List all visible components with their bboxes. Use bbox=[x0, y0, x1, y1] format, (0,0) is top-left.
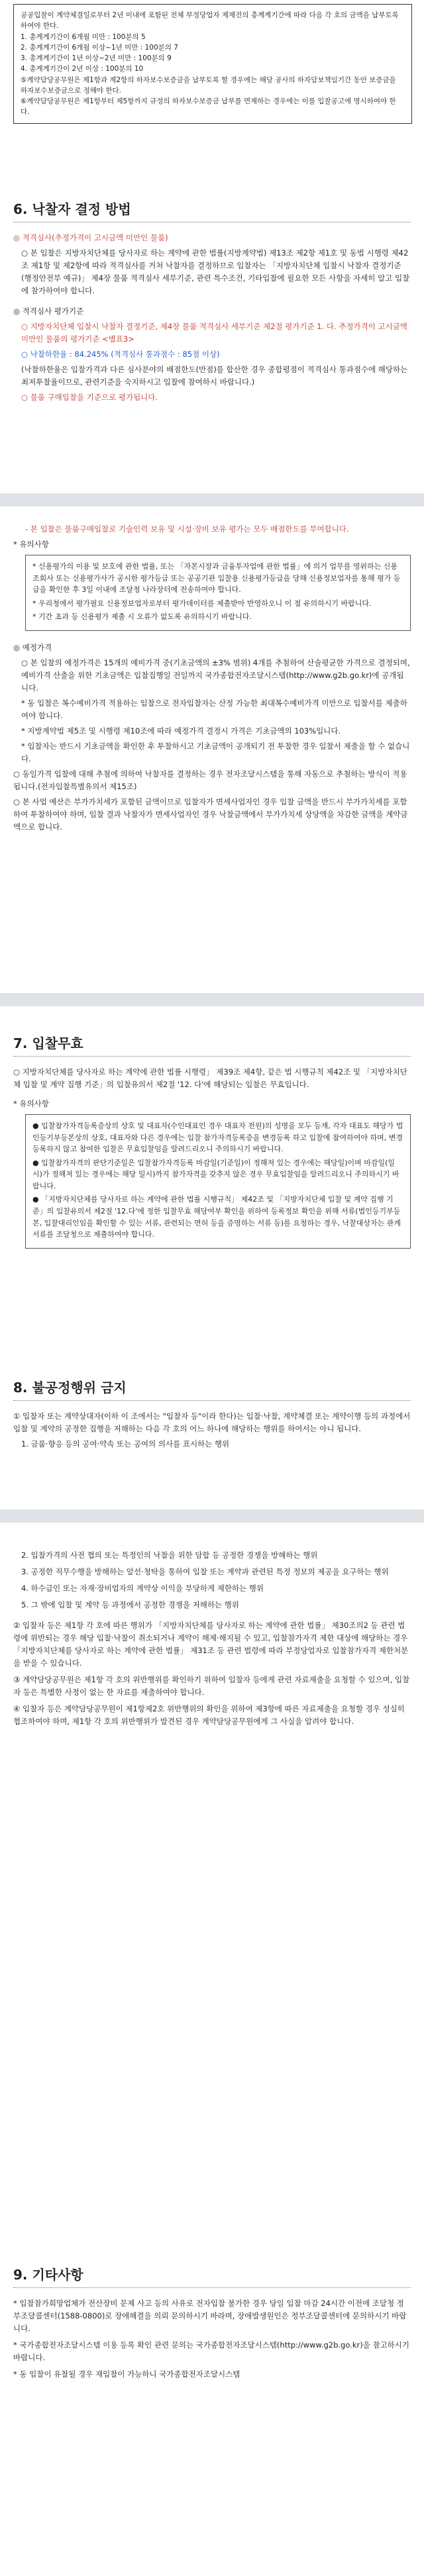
paragraph: ○ 본 입찰은 지방자치단체를 당사자로 하는 계약에 관한 법률(지방계약법) 제13조 제2항 제1호 및 동법 시행령 제42조 제1항 및 제2항에 따라 적격심사를 거쳐 낙찰자를 결정하므로 입찰자는 「지방자치단체 입찰시 낙찰자 결정기준(행정안전부 예규)」 제4장 물품 적격심사 세부기준, 관련 특수조건, 기타입찰에 필요한 모든 사항을 자세히 알고 입찰에 참가하여야 합니다. bbox=[21, 248, 410, 295]
page-separator bbox=[0, 993, 424, 1006]
list-item: 2. 입찰가격의 사전 협의 또는 특정인의 낙찰을 위한 담합 등 공정한 경쟁을 방해하는 행위 bbox=[21, 1550, 318, 1560]
subheading: ◎ 적격심사 평가기준 bbox=[13, 306, 84, 316]
section-7 bbox=[13, 1033, 411, 1253]
list-item: * 국가종합전자조달시스템 이용 등록 확인 관련 문의는 국가종합전자조달시스템(http://www.g2b.go.kr)을 참고하시기 바랍니다. bbox=[13, 2340, 410, 2362]
note-line: ● 입찰참가자격등록증상의 상호 및 대표자(수인대표인 경우 대표자 전원)의 성명을 모두 등재, 각자 대표도 해당가 법인등기부등본상의 상호, 대표자와 다른 경우에는 입찰 참가자격등록증을 변경등록 하고 입찰에 참여하여야 하며, 변경등록하지 않고 참여한 입찰은 무효입찰임을 알려드리오니 주의하시기 바랍니다. bbox=[32, 1121, 403, 1154]
divider bbox=[13, 1400, 411, 1401]
penalty-line: 공공입찰이 계약체결일로부터 2년 이내에 포함된 전체 부정당업자 제재건의 총계계기간에 따라 다음 각 호의 금액을 납부토록 하여야 한다. bbox=[21, 11, 399, 30]
section-title: 8. 불공정행위 금지 bbox=[13, 1380, 127, 1396]
paragraph: ① 입찰자 또는 계약상대자(이하 이 조에서는 "입찰자 등"이라 한다)는 입찰·낙찰, 계약체결 또는 계약이행 등의 과정에서 입찰 및 계약의 공정한 집행을 저해하는 다음 각 호의 어느 하나에 해당하는 행위를 하여서는 아니 됩니다. bbox=[13, 1411, 411, 1433]
note-box bbox=[25, 1114, 411, 1249]
section-9 bbox=[13, 2264, 411, 2385]
divider bbox=[13, 2287, 411, 2288]
paragraph: * 동 입찰은 복수예비가격 적용하는 입찰으로 전자입찰자는 산정 가능한 최대복수예비가격 미만으로 입찰서를 제출하여야 합니다. bbox=[21, 698, 407, 720]
divider bbox=[13, 1056, 411, 1057]
paragraph: ○ 본 사업 예산은 부가가치세가 포함된 금액이므로 입찰자가 면세사업자인 경우 입찰 금액을 반드시 부가가치세를 포함하여 투찰하여야 하며, 입찰 결과 낙찰자가 면세사업자인 경우 낙찰금액에서 부가가치세 상당액을 차감한 금액을 계약금액으로 합니다. bbox=[13, 796, 408, 832]
list-item: * 동 입찰이 유찰될 경우 재입찰이 가능하니 국가종합전자조달시스템 bbox=[13, 2369, 240, 2379]
note-line: * 기간 초과 등 신용평가 제출 시 오류가 없도록 유의하시기 바랍니다. bbox=[32, 612, 252, 622]
list-item: 3. 공정한 직무수행을 방해하는 알선·청탁을 통하여 입찰 또는 계약과 관련된 특정 정보의 제공을 요구하는 행위 bbox=[21, 1566, 389, 1576]
page-separator bbox=[0, 493, 424, 506]
list-item: * 입찰참가희망업체가 전산장비 문제 사고 등의 사유로 전자입찰 불가한 경우 당일 입찰 마감 24시간 이전에 조달청 정부조달콜센터(1588-0800)로 장애해결을 의뢰 문의하시기 바라며, 장애발생원인은 정부조달콜센터에 문의하시기 바랍니다. bbox=[13, 2299, 407, 2333]
section-8 bbox=[13, 1377, 411, 1453]
note-line: * 우리청에서 평가필요 신용정보업자로부터 평가데이터를 제출받아 반영하오니 이 점 유의하시기 바랍니다. bbox=[32, 598, 372, 608]
paragraph: ○ 물품 구매입찰을 기준으로 평가됩니다. bbox=[21, 392, 158, 402]
page-separator bbox=[0, 1509, 424, 1523]
list-item: 5. 그 밖에 입찰 및 계약 등 과정에서 공정한 경쟁을 저해하는 행위 bbox=[21, 1599, 239, 1609]
penalty-line: 2. 총계계기간이 6개월 이상~1년 미만 : 100분의 7 bbox=[21, 43, 178, 52]
note-line: ● 「지방자치단체를 당사자로 하는 계약에 관한 법률 시행규칙」 제42조 및 「지방자치단체 입찰 및 계약 집행 기준」의 입찰유의서 제2절 '12.다'에 정한 입찰무효 해당여부 확인을 위하여 등록정보 확인을 위해 서류(법인등기부등본, 입찰대리인임을 확인할 수 있는 서류, 관련되는 면허 등을 증명하는 서류 등)를 요청하는 경우, 낙찰대상자는 관계서류를 조달청으로 제출하여야 합니다. bbox=[32, 1195, 401, 1239]
paragraph: * 지방계약법 제5조 및 시행령 제10조에 따라 예정가격 결정시 가격은 기초금액의 103%입니다. bbox=[21, 726, 341, 736]
note-line: * 신용평가의 이용 및 보호에 관한 법률, 또는 「자본시장과 금융투자업에 관한 법률」에 의거 업무를 영위하는 신용조회사 또는 신용평가사가 공시한 평가등급 또는 공공기관 입찰용 신용평가등급을 당해 신용정보업자를 통해 평가 등급을 확인한 후 3일 이내에 조달청 나라장터에 전송하여야 합니다. bbox=[32, 561, 401, 595]
paragraph: ③ 계약담당공무원은 제1항 각 호의 위반행위를 확인하기 위하여 입찰자 등에게 관련 자료제출을 요청할 수 있으며, 입찰자 등은 특별한 사정이 없는 한 자료를 제출하여야 합니다. bbox=[13, 1674, 410, 1697]
penalty-box bbox=[13, 4, 412, 124]
paragraph: ○ 지방자치단체를 당사자로 하는 계약에 관한 법률 시행령」 제39조 제4항, 같은 법 시행규칙 제42조 및 「지방자치단체 입찰 및 계약 집행 기준」의 입찰유의서 제2절 '12. 다'에 해당되는 입찰은 무효입니다. bbox=[13, 1067, 407, 1089]
paragraph: ○ 본 입찰의 예정가격은 15개의 예비가격 중(기초금액의 ±3% 범위) 4개를 추첨하여 산술평균한 가격으로 결정되며, 예비가격 산출을 위한 기초금액은 입찰집행일 전일까지 국가종합전자조달시스템(http://www.g2b.go.kr)에 공개됩니다. bbox=[21, 657, 410, 692]
paragraph: (낙찰하한율은 입찰가격과 다른 심사분야의 배점한도(만점)를 합산한 경우 종합평점이 적격심사 통과점수에 해당하는 최저투찰율이므로, 관련기준을 숙지하시고 입찰에 참여하시 바랍니다.) bbox=[21, 364, 408, 387]
penalty-line: ⑥계약담당공무원은 제1항부터 제5항까지 규정의 하자보수보증금 납부를 면제하는 경우에는 이를 입찰공고에 명시하여야 한다. bbox=[21, 97, 396, 117]
list-item: 4. 하수급인 또는 자재·장비업자의 계약상 이익을 부당하게 제한하는 행위 bbox=[21, 1583, 264, 1593]
section-title: 7. 입찰무효 bbox=[13, 1035, 83, 1051]
note-line: ● 입찰참가자격의 판단기준일은 입찰참가자격등록 마감일(기준일)이 정해져 있는 경우에는 해당일)이며 마감일(일시)가 정해져 있는 경우에는 해당 일시)까지 참가자격을 갖추지 않은 경우 무효입찰임을 알려드리오니 주의하시기 바랍니다. bbox=[32, 1158, 399, 1190]
paragraph: ○ 동일가격 입찰에 대해 추첨에 의하여 낙찰자를 결정하는 경우 전자조달시스템을 통해 자동으로 추첨하는 방식이 적용됩니다.(전자입찰특별유의서 제15조) bbox=[13, 769, 407, 791]
paragraph: * 입찰자는 반드시 기초금액을 확인한 후 투찰하시고 기초금액이 공개되기 전 투찰한 경우 입찰서 제출을 할 수 없습니다. bbox=[21, 741, 410, 763]
subheading: ◎ 적격심사(추정가격이 고시금액 미만인 물품) bbox=[13, 233, 168, 242]
note-box bbox=[25, 555, 411, 631]
section-title: 9. 기타사항 bbox=[13, 2267, 83, 2283]
penalty-line: 3. 총계계기간이 1년 이상~2년 미만 : 100분의 9 bbox=[21, 54, 172, 63]
section-title: 6. 낙찰자 결정 방법 bbox=[13, 201, 131, 217]
note-title: * 유의사항 bbox=[13, 1098, 49, 1108]
note-title: * 유의사항 bbox=[13, 539, 49, 549]
paragraph: ④ 입찰자 등은 계약담당공무원이 제1항제2호 위반행위의 확인을 위하여 제3항에 따른 자료제출을 요청할 경우 성실히 협조하여야 하며, 제1항 각 호의 위반행위가 발견된 경우 계약담당공무원에게 그 사실을 알려야 합니다. bbox=[13, 1703, 405, 1726]
penalty-line: 4. 총계계기간이 2년 이상 : 100분의 10 bbox=[21, 65, 144, 73]
penalty-line: 1. 총계계기간이 6개월 미만 : 100분의 5 bbox=[21, 32, 146, 41]
paragraph: 1. 금품·향응 등의 공여·약속 또는 공여의 의사를 표시하는 행위 bbox=[21, 1439, 230, 1449]
paragraph: ○ 낙찰하한율 : 84.245% (적격심사 통과점수 : 85점 이상) bbox=[21, 349, 220, 359]
paragraph: ② 입찰자 등은 제1항 각 호에 따른 행위가 「지방자치단체를 당사자로 하는 계약에 관한 법률」 제30조의2 등 관련 법령에 위반되는 경우 해당 입찰·낙찰이 취소되거나 계약이 해제·해지될 수 있고, 입찰참가자격 제한 대상에 해당하는 경우 「지방자치단체를 당사자로 하는 계약에 관한 법률」 제31조 등 관련 법령에 따라 부정당업자로 입찰참가자격 제한처분을 받을 수 있습니다. bbox=[13, 1620, 409, 1668]
section-8-cont bbox=[13, 1549, 411, 1732]
penalty-line: ⑤계약담당공무원은 제1항과 제2항의 하자보수보증금을 납부토록 할 경우에는 해당 공사의 하자담보책임기간 동안 보증금을 하자보수보증금으로 정해야 한다. bbox=[21, 75, 396, 95]
subheading: ◎ 예정가격 bbox=[13, 642, 52, 652]
section-6-cont bbox=[13, 523, 411, 835]
paragraph: ○ 지방자치단체 입찰시 낙찰자 결정기준, 제4장 물품 적격심사 세부기준 제2절 평가기준 1. 다. 추정가격이 고시금액 미만인 물품의 평가기준 <별표3> bbox=[21, 321, 407, 344]
section-6 bbox=[13, 199, 411, 406]
red-note: - 본 입찰은 물품구매입찰로 기술인력 보유 및 시설·장비 보유 평가는 모두 배점한도를 부여합니다. bbox=[25, 524, 349, 534]
